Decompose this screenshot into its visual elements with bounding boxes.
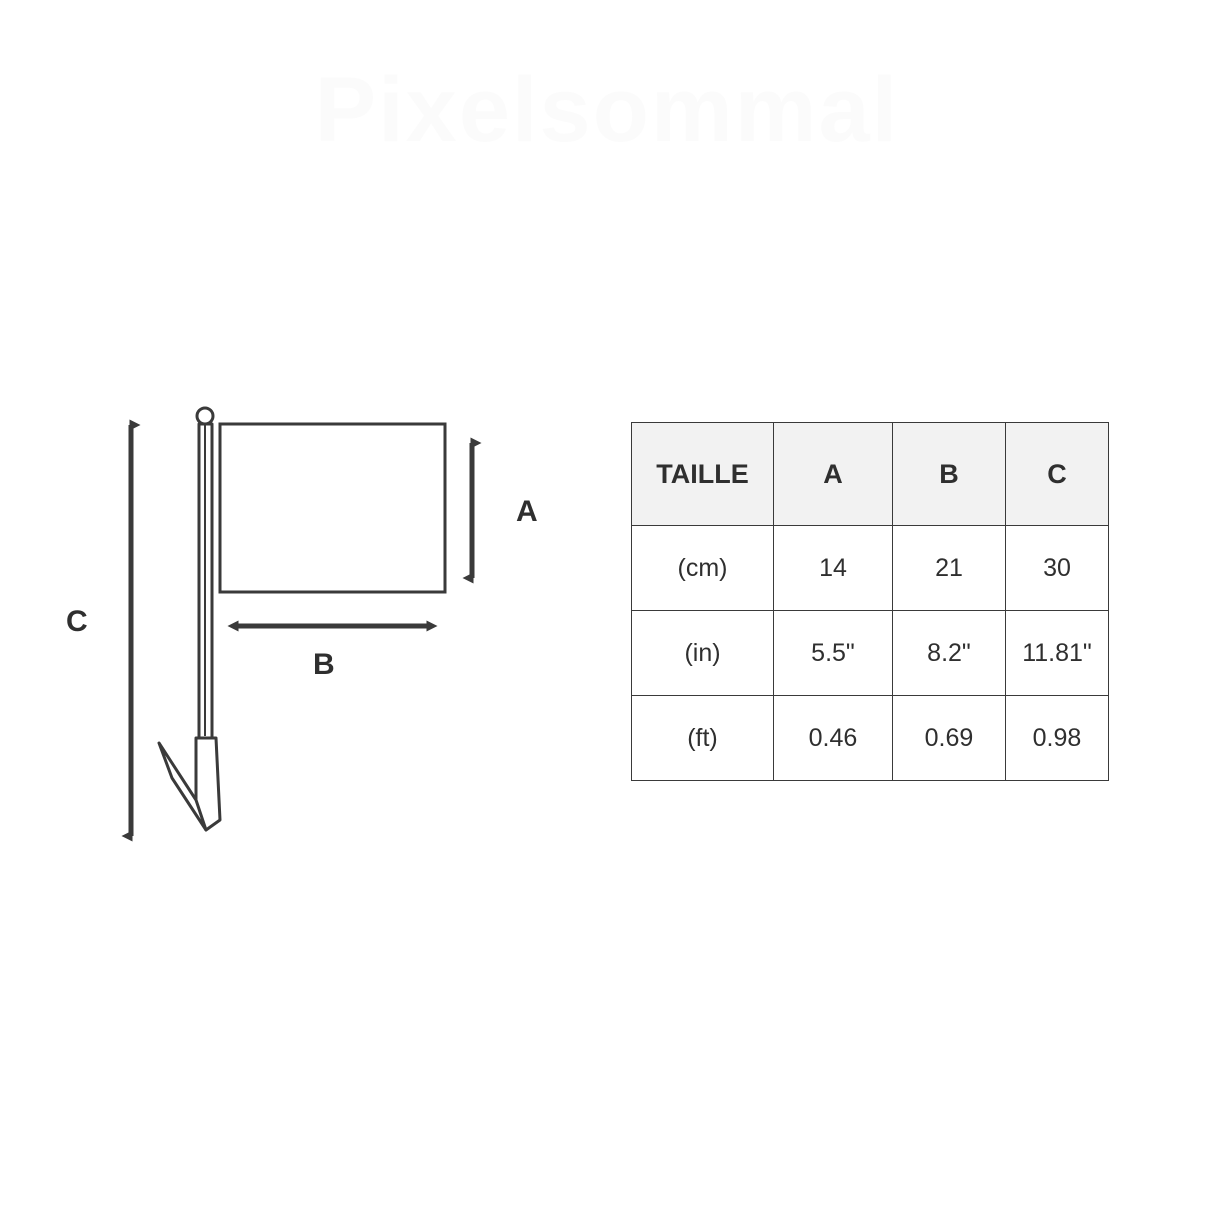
cell-c: 30 <box>1006 526 1109 611</box>
table-row <box>632 696 1109 781</box>
row-unit: (ft) <box>632 696 774 781</box>
cell-b: 8.2" <box>893 611 1006 696</box>
watermark-text: Pixelsommal <box>314 59 900 161</box>
size-chart-table <box>631 422 1109 781</box>
cell-c: 11.81" <box>1006 611 1109 696</box>
cell-b: 0.69 <box>893 696 1006 781</box>
cell-b: 21 <box>893 526 1006 611</box>
flag-drawing-svg <box>0 0 600 1214</box>
header-taille: TAILLE <box>632 423 774 526</box>
dimension-label-b: B <box>313 648 335 681</box>
header-a: A <box>774 423 893 526</box>
flag-fabric-shape <box>220 424 445 592</box>
dimension-label-a: A <box>516 495 538 528</box>
flag-dimension-diagram <box>0 0 600 1214</box>
cell-a: 5.5" <box>774 611 893 696</box>
cell-a: 14 <box>774 526 893 611</box>
table-row <box>632 526 1109 611</box>
header-c: C <box>1006 423 1109 526</box>
cell-a: 0.46 <box>774 696 893 781</box>
flag-pole-shape <box>197 408 213 752</box>
dimension-label-c: C <box>66 605 88 638</box>
cell-c: 0.98 <box>1006 696 1109 781</box>
table-header-row <box>632 423 1109 526</box>
table-row <box>632 611 1109 696</box>
row-unit: (in) <box>632 611 774 696</box>
flag-clip-shape <box>159 738 220 830</box>
header-b: B <box>893 423 1006 526</box>
row-unit: (cm) <box>632 526 774 611</box>
